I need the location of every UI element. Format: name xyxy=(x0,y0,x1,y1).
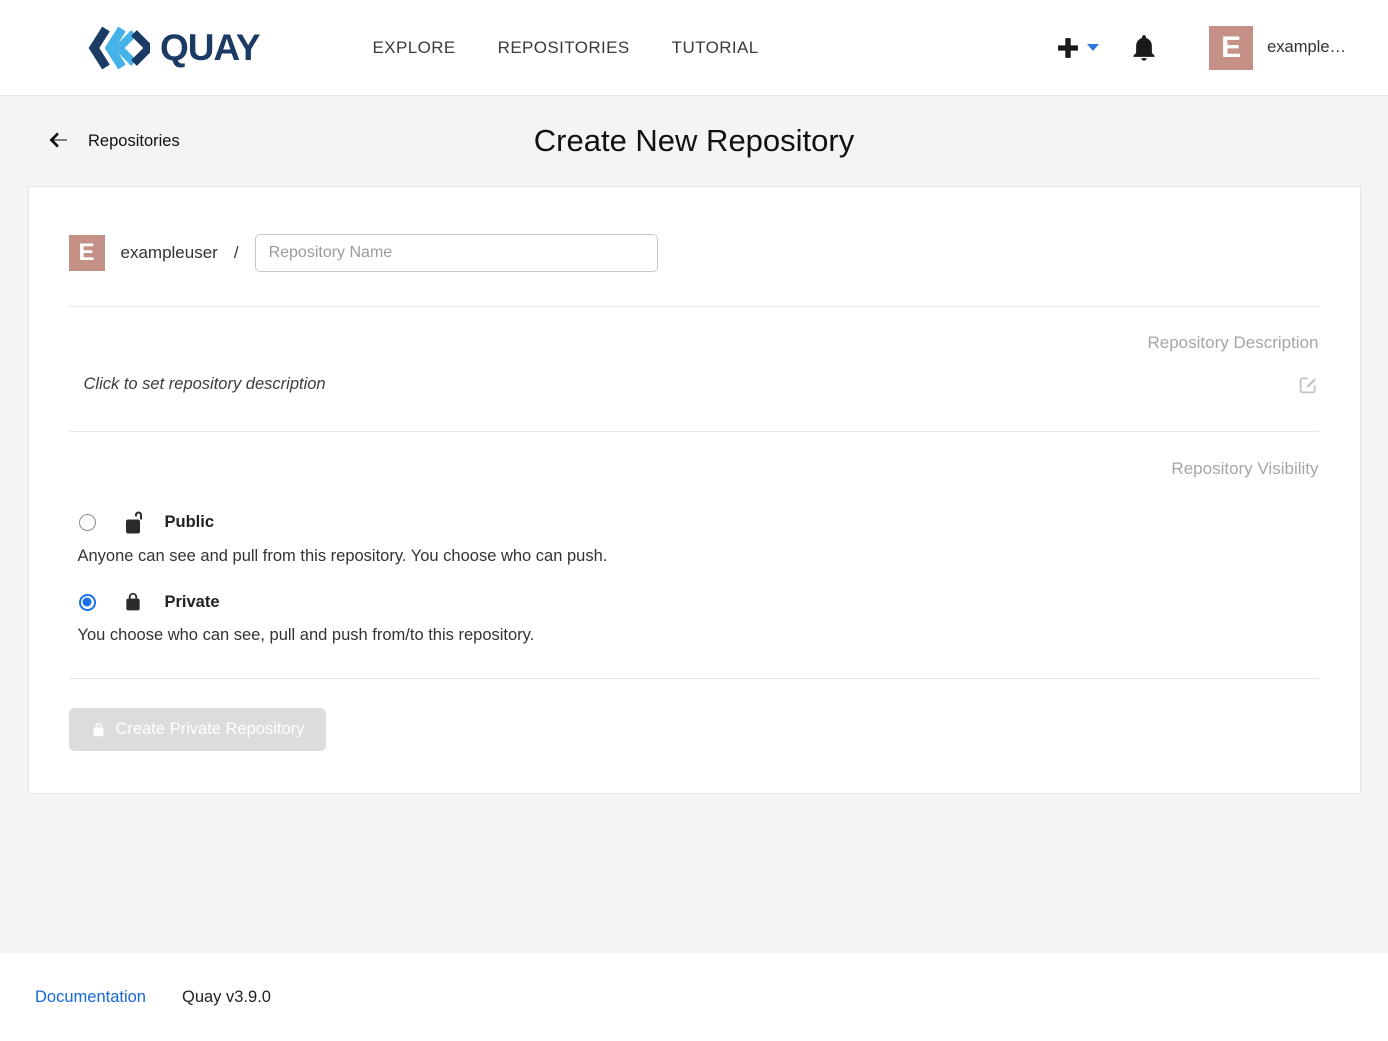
quay-logo-text: QUAY xyxy=(160,26,260,68)
quay-logo[interactable] xyxy=(88,26,260,70)
back-label: Repositories xyxy=(88,131,180,150)
private-option-title[interactable]: Private xyxy=(164,592,220,611)
create-new-menu-button[interactable] xyxy=(1054,34,1099,62)
namespace-separator: / xyxy=(233,243,239,262)
public-option-description: Anyone can see and pull from this repository. You choose who can push. xyxy=(77,547,608,565)
create-button-label: Create Private Repository xyxy=(115,720,305,738)
description-row xyxy=(69,374,1319,395)
notifications-button[interactable] xyxy=(1129,33,1159,63)
lock-open-icon-wrap xyxy=(121,510,145,534)
edit-icon xyxy=(1298,374,1319,395)
nav-link-explore[interactable]: EXPLORE xyxy=(372,37,456,57)
user-name[interactable]: example… xyxy=(1267,38,1346,56)
namespace-name: exampleuser xyxy=(120,243,218,262)
private-option-description: You choose who can see, pull and push from/to this repository. xyxy=(77,626,535,644)
nav-link-tutorial[interactable]: TUTORIAL xyxy=(671,37,759,57)
divider xyxy=(69,306,1319,307)
chevron-down-icon xyxy=(1087,44,1099,51)
visibility-option-private xyxy=(79,591,1319,613)
repository-description-label: Repository Description xyxy=(1147,333,1319,352)
divider xyxy=(69,678,1319,679)
description-placeholder[interactable]: Click to set repository description xyxy=(83,375,326,393)
private-radio[interactable] xyxy=(79,594,96,611)
button-lock-icon xyxy=(91,722,106,738)
repository-name-input[interactable] xyxy=(255,234,658,272)
namespace-avatar: E xyxy=(69,235,105,271)
user-avatar[interactable]: E xyxy=(1209,26,1253,70)
navbar xyxy=(0,0,1388,96)
create-repository-card xyxy=(28,186,1361,794)
divider xyxy=(69,431,1319,432)
footer xyxy=(0,953,1388,1041)
repository-name-row xyxy=(69,234,1319,272)
nav-link-repositories[interactable]: REPOSITORIES xyxy=(497,37,630,57)
visibility-option-public xyxy=(79,510,1319,534)
page-header xyxy=(0,96,1388,186)
edit-description-button[interactable] xyxy=(1298,374,1319,395)
public-radio[interactable] xyxy=(79,514,96,531)
public-option-title[interactable]: Public xyxy=(164,512,215,531)
documentation-link[interactable]: Documentation xyxy=(35,987,146,1006)
lock-open-icon xyxy=(121,510,145,534)
page-background xyxy=(0,96,1388,953)
main-nav xyxy=(373,38,759,58)
lock-closed-icon xyxy=(123,591,143,613)
lock-closed-icon-wrap xyxy=(121,591,145,613)
plus-icon xyxy=(1054,34,1082,62)
version-label: Quay v3.9.0 xyxy=(181,987,271,1006)
quay-logo-icon xyxy=(88,26,150,70)
navbar-right xyxy=(1054,26,1346,70)
bell-icon xyxy=(1129,33,1159,63)
create-private-repository-button[interactable] xyxy=(69,708,327,751)
repository-visibility-label: Repository Visibility xyxy=(1171,459,1319,478)
page-title: Create New Repository xyxy=(533,123,855,158)
